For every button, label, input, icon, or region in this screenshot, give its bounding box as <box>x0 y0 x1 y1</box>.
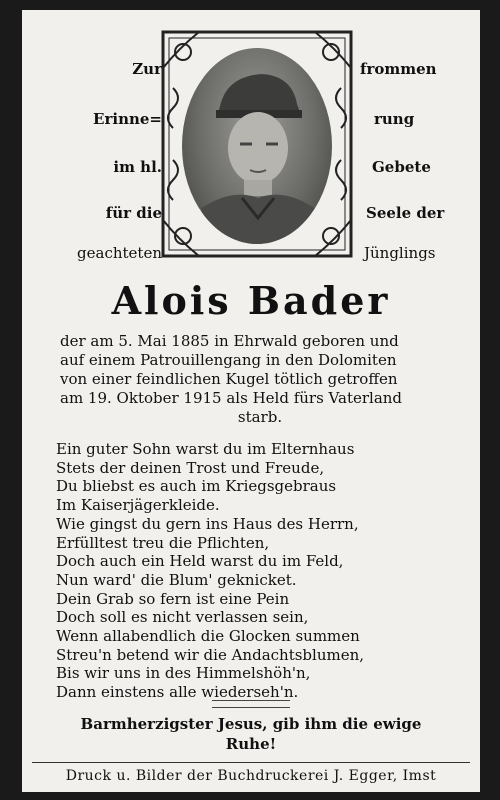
left-word-1: Zur <box>132 60 162 78</box>
left-word-5: geachteten <box>77 244 162 262</box>
deceased-name: Alois Bader <box>111 278 391 323</box>
poem-line: Dein Grab so fern ist eine Pein <box>56 589 290 608</box>
poem-line: Ein guter Sohn warst du im Elternhaus <box>56 440 355 458</box>
left-word-2: Erinne= <box>93 110 162 128</box>
prayer <box>42 714 460 754</box>
prayer-line: Ruhe! <box>225 735 277 753</box>
poem-line: Erfülltest treu die Pflichten, <box>56 533 270 552</box>
right-word-1: frommen <box>360 60 437 78</box>
intro-line: auf einem Patrouillengang in den Dolomiten <box>60 351 397 369</box>
footer-rule <box>32 762 470 763</box>
right-word-2: rung <box>374 110 415 128</box>
intro-line: der am 5. Mai 1885 in Ehrwald geboren und <box>60 332 399 350</box>
portrait-photo <box>182 48 332 244</box>
memorial-card <box>22 10 480 792</box>
poem-line: Wie gingst du gern ins Haus des Herrn, <box>56 514 359 533</box>
right-word-3: Gebete <box>372 158 431 176</box>
poem-line: Stets der deinen Trost und Freude, <box>56 458 325 477</box>
poem-line: Doch auch ein Held warst du im Feld, <box>56 552 344 571</box>
left-word-4: für die <box>105 204 162 222</box>
poem <box>56 440 466 702</box>
poem-line: Nun ward' die Blum' geknicket. <box>56 570 297 589</box>
poem-line: Du bliebst es auch im Kriegsgebraus <box>56 477 337 496</box>
intro-line: am 19. Oktober 1915 als Held fürs Vaterland <box>60 389 403 407</box>
poem-line: Streu'n betend wir die Andachtsblumen, <box>56 645 365 664</box>
divider <box>212 700 290 708</box>
intro-line: starb. <box>237 408 283 426</box>
poem-line: Im Kaiserjägerkleide. <box>56 496 220 515</box>
poem-line: Wenn allabendlich die Glocken summen <box>56 627 360 646</box>
poem-line: Dann einstens alle wiederseh'n. <box>56 683 299 702</box>
printer-credit: Druck u. Bilder der Buchdruckerei J. Egger, Imst <box>65 768 437 784</box>
right-word-4: Seele der <box>366 204 445 222</box>
poem-line: Doch soll es nicht verlassen sein, <box>56 608 309 627</box>
poem-line: Bis wir uns in des Himmelshöh'n, <box>56 664 311 683</box>
intro-text <box>60 332 460 427</box>
right-word-5: Jünglings <box>364 244 436 262</box>
left-word-3: im hl. <box>113 158 162 176</box>
intro-line: von einer feindlichen Kugel tötlich getroffen <box>60 370 398 388</box>
prayer-line: Barmherzigster Jesus, gib ihm die ewige <box>80 715 422 733</box>
soldier-portrait-icon <box>182 48 332 244</box>
